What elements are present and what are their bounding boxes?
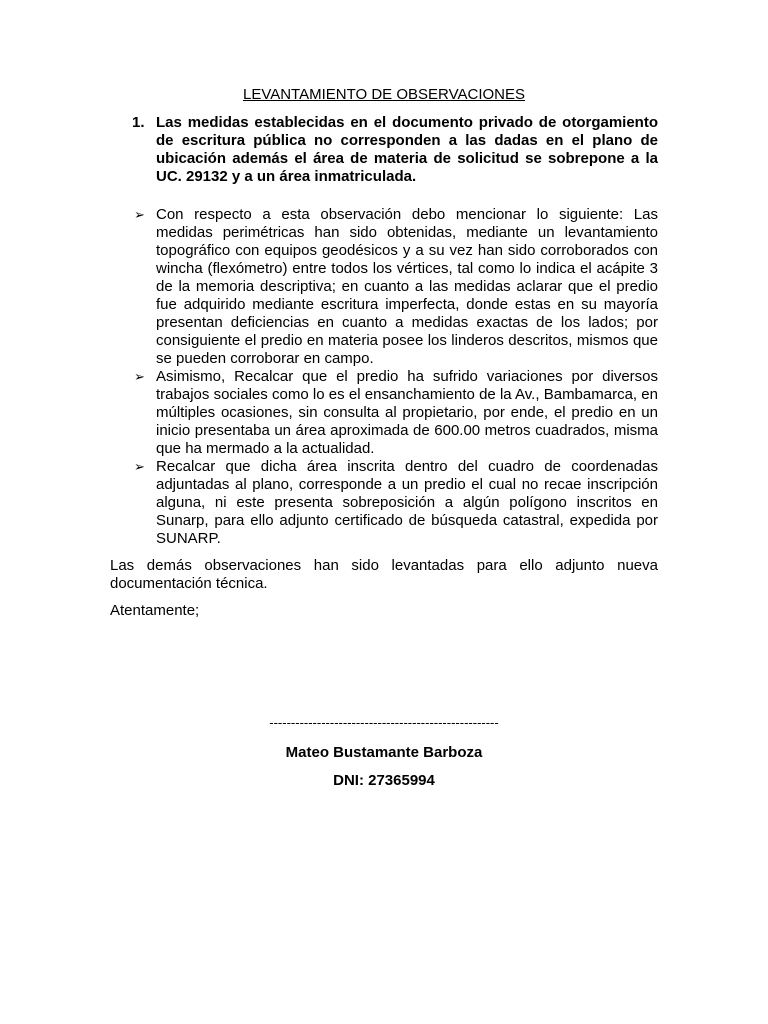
closing-paragraph: Las demás observaciones han sido levantadas para ello adjunto nueva documentación técnica. xyxy=(110,557,658,592)
observation-text: Las medidas establecidas en el documento privado de otorgamiento de escritura pública no corresponden a las dadas en el plano de ubicación además el área de materia de solicitud se sobrepone a la UC. 29132 y a un área inmatriculada. xyxy=(156,114,658,185)
response-item-2 xyxy=(134,368,658,458)
signature-line: ----------------------------------------------------- xyxy=(269,715,499,730)
signer-dni: DNI: 27365994 xyxy=(333,772,435,789)
response-text-3: Recalcar que dicha área inscrita dentro del cuadro de coordenadas adjuntadas al plano, corresponde a un predio el cual no recae inscripción alguna, ni este presenta sobreposición a algún polígono inscritos en Sunarp, para ello adjunto certificado de búsqueda catastral, expedida por SUNARP. xyxy=(156,458,658,547)
response-text-1: Con respecto a esta observación debo mencionar lo siguiente: Las medidas perimétricas han sido obtenidas, mediante un levantamiento topográfico con equipos geodésicos y a su vez han sido corroborados con wincha (flexómetro) entre todos los vértices, tal como lo indica el acápite 3 de la memoria descriptiva; en cuanto a las medidas aclarar que el predio fue adquirido mediante escritura imperfecta, donde estas en su mayoría presentan deficiencias en cuanto a medidas exactas de los lados; por consiguiente el predio en materia posee los linderos descritos, mismos que se pueden corroborar en campo. xyxy=(156,206,658,367)
document-body xyxy=(110,86,658,620)
response-item-1 xyxy=(134,206,658,368)
observation-number: 1. xyxy=(132,114,145,131)
document-title: LEVANTAMIENTO DE OBSERVACIONES xyxy=(242,86,525,103)
arrow-bullet-icon: ➢ xyxy=(134,459,145,474)
greeting: Atentamente; xyxy=(110,602,200,619)
response-text-2: Asimismo, Recalcar que el predio ha sufrido variaciones por diversos trabajos sociales como lo es el ensanchamiento de la Av., Bambamarca, en múltiples ocasiones, sin consulta al propietario, por ende, el predio en un inicio presentaba un área aproximada de 600.00 metros cuadrados, misma que ha mermado a la actualidad. xyxy=(156,368,658,457)
arrow-bullet-icon: ➢ xyxy=(134,369,145,384)
response-list xyxy=(110,206,658,548)
signer-name: Mateo Bustamante Barboza xyxy=(285,744,483,761)
response-item-3 xyxy=(134,458,658,548)
observation-item xyxy=(132,114,658,186)
arrow-bullet-icon: ➢ xyxy=(134,207,145,222)
